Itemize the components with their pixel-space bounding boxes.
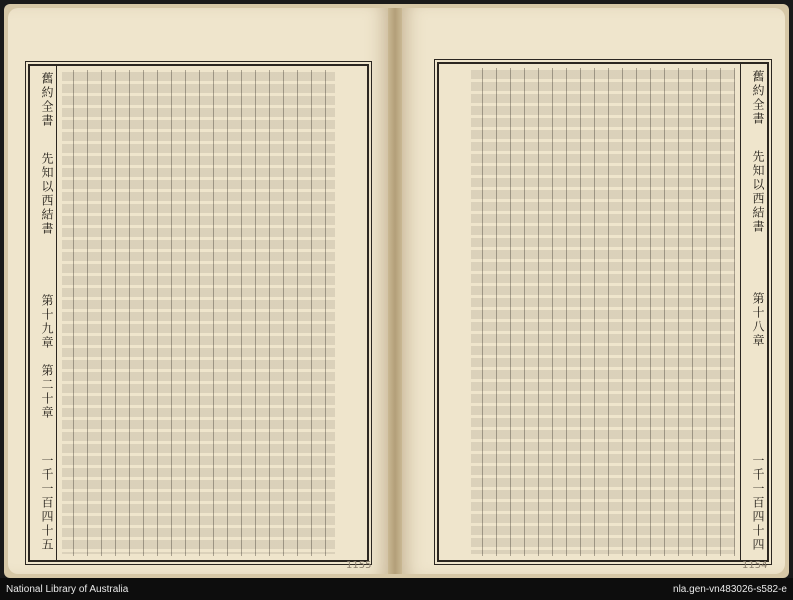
left-page (8, 8, 388, 574)
right-book-title: 舊約全書 (751, 70, 765, 126)
right-column-rules (469, 68, 737, 556)
left-book-title: 舊約全書 (40, 72, 54, 128)
left-section-title: 先知以西結書 (40, 152, 54, 236)
left-text-block (28, 64, 369, 562)
right-page-header-column (740, 64, 767, 560)
right-text-block (437, 62, 769, 562)
right-page-number: 一千一百四十四 (751, 454, 765, 552)
right-section-title: 先知以西結書 (751, 150, 765, 234)
right-pencil-mark: 1154 (742, 560, 768, 571)
left-column-rules (60, 70, 337, 556)
left-pencil-mark: 1155 (346, 560, 372, 571)
footer-bar (0, 578, 793, 600)
left-page-header-column (30, 66, 57, 560)
left-page-number: 一千一百四十五 (40, 454, 54, 552)
library-credit: National Library of Australia (6, 584, 129, 595)
left-chapter: 第十九章 第二十章 (40, 294, 54, 420)
right-chapter: 第十八章 (751, 292, 765, 348)
open-book (4, 4, 789, 578)
book-gutter (388, 8, 402, 574)
item-identifier: nla.gen-vn483026-s582-e (673, 584, 787, 595)
right-page (402, 8, 785, 574)
